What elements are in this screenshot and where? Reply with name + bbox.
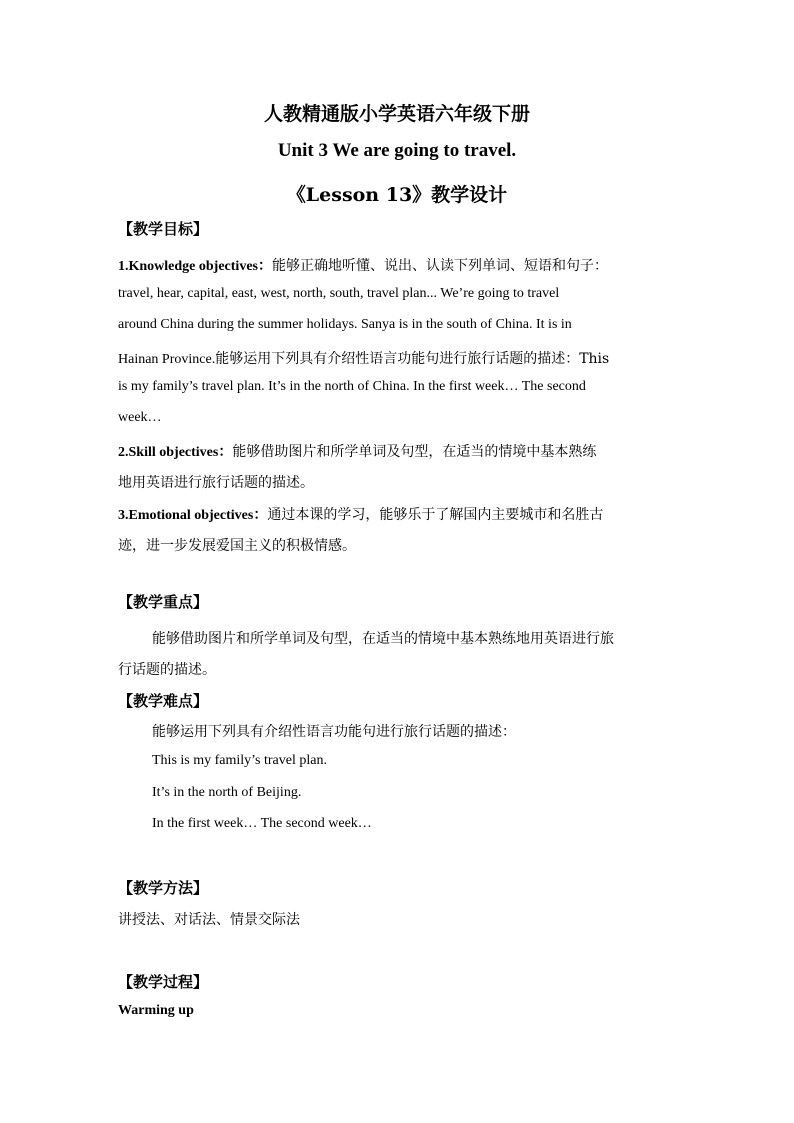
process-step-warming-up: Warming up — [118, 1003, 194, 1018]
process-heading: 【教学过程】 — [118, 973, 209, 991]
skill-objectives-line — [118, 441, 596, 461]
knowledge-text-4b: 能够运用下列具有介绍性语言功能句进行旅行话题的描述：This — [215, 351, 610, 367]
knowledge-text-3: around China during the summer holidays. Sanya is in the south of China. It is in — [118, 317, 572, 332]
emotional-objectives-label: 3.Emotional objectives： — [118, 508, 268, 523]
key-points-text-2: 行话题的描述。 — [118, 662, 216, 678]
difficulties-text-1: 能够运用下列具有介绍性语言功能句进行旅行话题的描述： — [152, 724, 516, 740]
unit-title: Unit 3 We are going to travel. — [277, 140, 517, 161]
knowledge-text-4a: Hainan Province. — [118, 352, 216, 367]
document-title: 人教精通版小学英语六年级下册 — [263, 103, 530, 125]
knowledge-objectives-line — [118, 255, 608, 275]
lesson-title: 《Lesson 13》教学设计 — [286, 184, 508, 206]
emotional-text-2: 迹，进一步发展爱国主义的积极情感。 — [118, 538, 356, 554]
knowledge-objectives-label: 1.Knowledge objectives： — [118, 259, 272, 274]
difficulties-heading: 【教学难点】 — [118, 692, 209, 710]
skill-objectives-label: 2.Skill objectives： — [118, 445, 233, 460]
knowledge-text-1: 能够正确地听懂、说出、认读下列单词、短语和句子： — [271, 258, 608, 274]
methods-heading: 【教学方法】 — [118, 879, 209, 897]
skill-text-1: 能够借助图片和所学单词及句型，在适当的情境中基本熟练 — [232, 444, 597, 460]
skill-text-2: 地用英语进行旅行话题的描述。 — [118, 475, 314, 491]
emotional-text-1: 通过本课的学习，能够乐于了解国内主要城市和名胜古 — [267, 507, 604, 523]
difficulties-text-3: It’s in the north of Beijing. — [152, 785, 302, 800]
key-points-text-1: 能够借助图片和所学单词及句型，在适当的情境中基本熟练地用英语进行旅 — [152, 631, 614, 647]
objectives-heading: 【教学目标】 — [118, 220, 209, 238]
knowledge-text-2: travel, hear, capital, east, west, north, south, travel plan... We’re going to travel — [118, 286, 560, 301]
methods-text-1: 讲授法、对话法、情景交际法 — [118, 912, 300, 928]
difficulties-text-2: This is my family’s travel plan. — [152, 753, 327, 768]
knowledge-text-4 — [118, 348, 609, 368]
knowledge-text-6: week… — [118, 410, 162, 425]
key-points-heading: 【教学重点】 — [118, 593, 209, 611]
emotional-objectives-line — [118, 504, 603, 524]
knowledge-text-5: is my family’s travel plan. It’s in the north of China. In the first week… The second — [118, 379, 586, 394]
difficulties-text-4: In the first week… The second week… — [152, 816, 372, 831]
